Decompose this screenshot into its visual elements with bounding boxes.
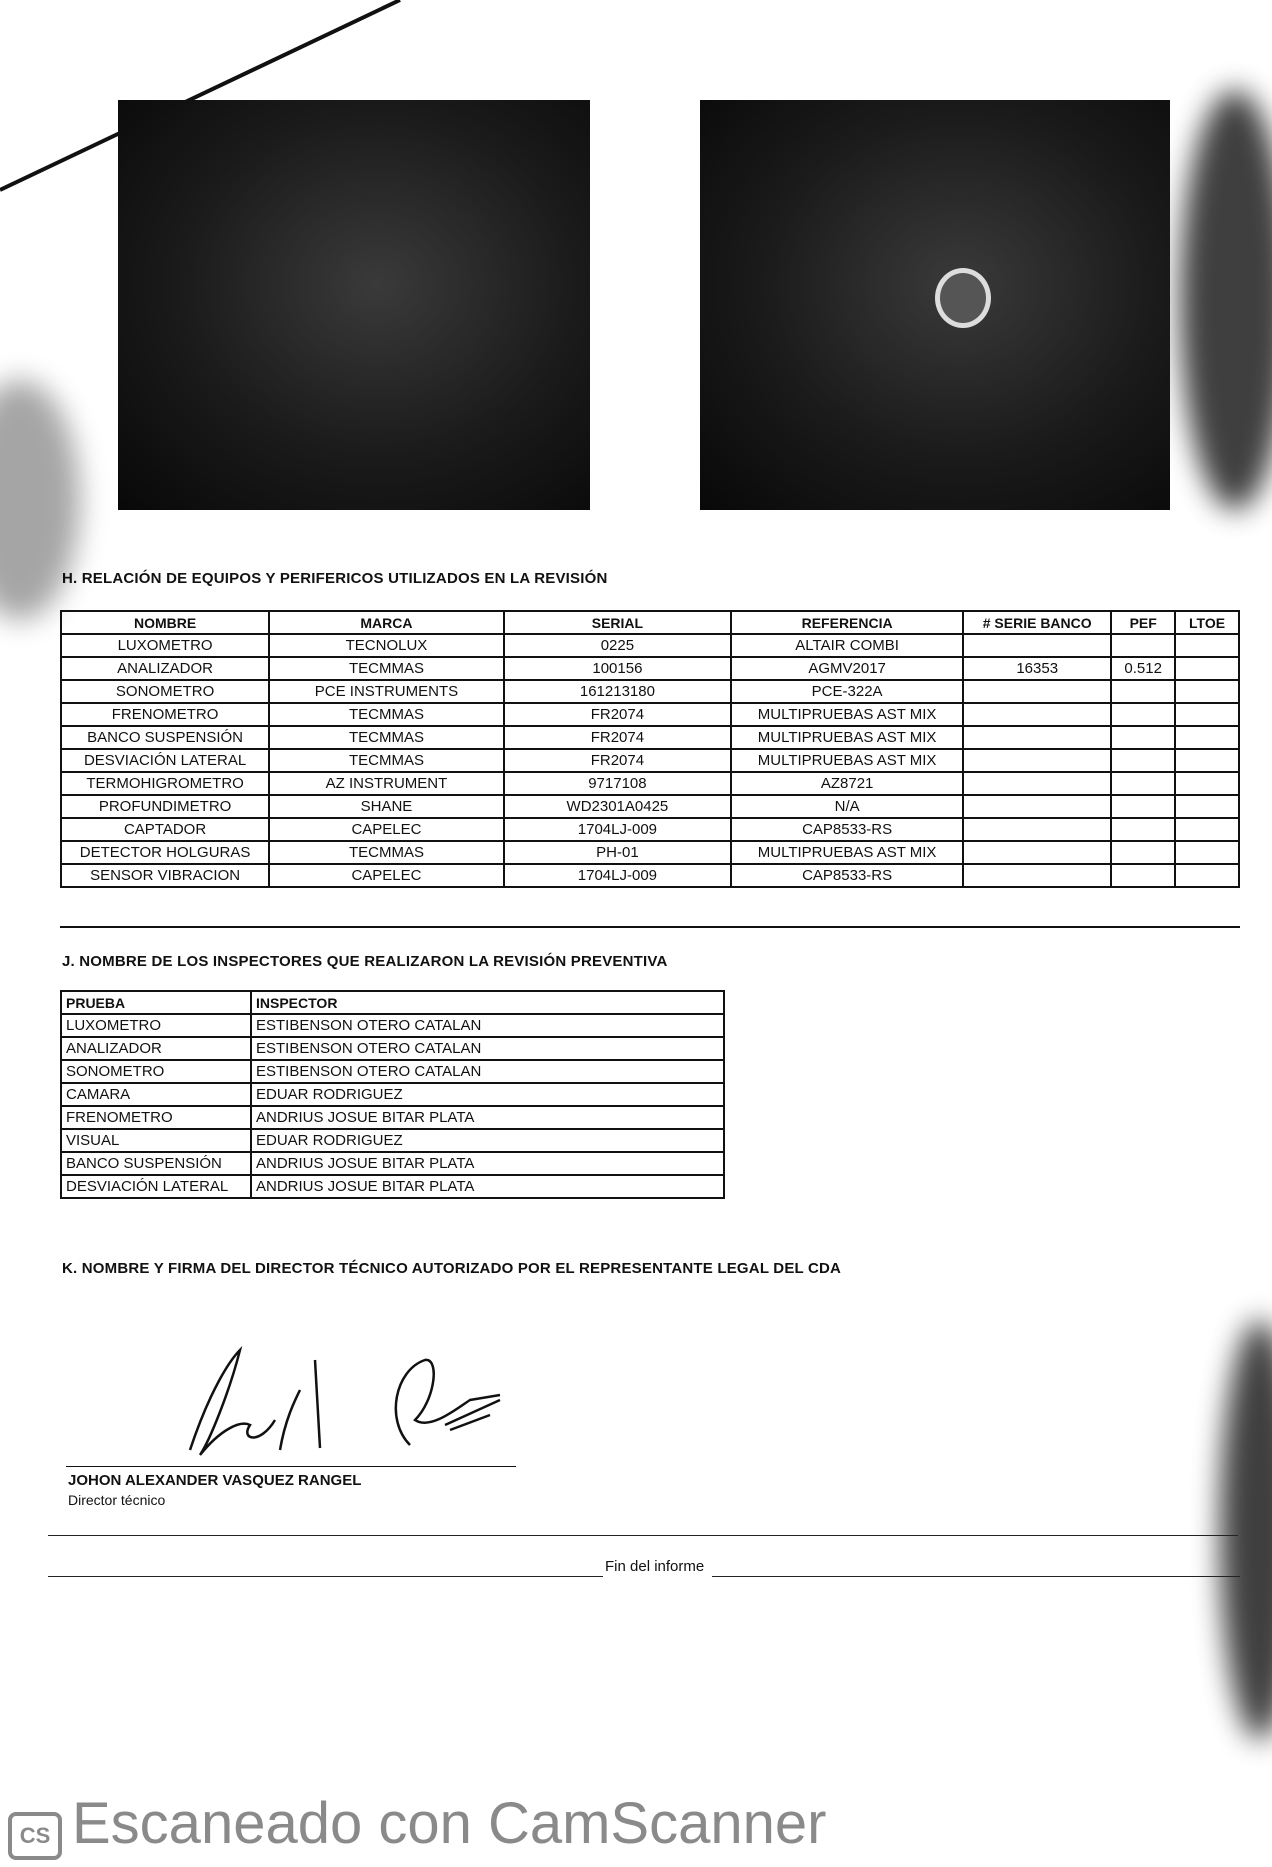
left-photo [118,100,590,510]
cell-referencia: CAP8533-RS [731,864,963,887]
cell-pef [1111,795,1175,818]
cell-marca: TECMMAS [269,726,504,749]
cell-inspector: ESTIBENSON OTERO CATALAN [251,1060,724,1083]
cell-inspector: ANDRIUS JOSUE BITAR PLATA [251,1152,724,1175]
cell-serial: 161213180 [504,680,731,703]
cell-serial: PH-01 [504,841,731,864]
cell-inspector: EDUAR RODRIGUEZ [251,1083,724,1106]
equipment-row [61,795,1239,818]
cell-ltoe [1175,634,1239,657]
col-prueba: PRUEBA [61,991,251,1014]
cell-referencia: N/A [731,795,963,818]
cell-inspector: ANDRIUS JOSUE BITAR PLATA [251,1175,724,1198]
cell-ltoe [1175,703,1239,726]
cell-serial: FR2074 [504,726,731,749]
inspectors-table-header [61,991,724,1014]
cell-ltoe [1175,726,1239,749]
camscanner-watermark [72,1790,1072,1857]
cell-serial: WD2301A0425 [504,795,731,818]
cell-marca: SHANE [269,795,504,818]
cell-serie-banco [963,703,1111,726]
cell-nombre: CAPTADOR [61,818,269,841]
inspector-row [61,1106,724,1129]
director-name: JOHON ALEXANDER VASQUEZ RANGEL [68,1472,362,1489]
cell-serial: 0225 [504,634,731,657]
cell-inspector: EDUAR RODRIGUEZ [251,1129,724,1152]
cell-ltoe [1175,749,1239,772]
cell-prueba: FRENOMETRO [61,1106,251,1129]
cell-marca: CAPELEC [269,864,504,887]
inspector-row [61,1175,724,1198]
cell-marca: TECMMAS [269,703,504,726]
cell-referencia: MULTIPRUEBAS AST MIX [731,841,963,864]
equipment-table-header [61,611,1239,634]
cell-referencia: PCE-322A [731,680,963,703]
inspector-row [61,1129,724,1152]
cell-marca: AZ INSTRUMENT [269,772,504,795]
equipment-table [60,610,1240,888]
cell-marca: CAPELEC [269,818,504,841]
cell-nombre: DESVIACIÓN LATERAL [61,749,269,772]
cell-ltoe [1175,680,1239,703]
col-serial: SERIAL [504,611,731,634]
cell-pef [1111,772,1175,795]
cell-serie-banco [963,749,1111,772]
cell-pef [1111,864,1175,887]
cell-referencia: MULTIPRUEBAS AST MIX [731,726,963,749]
col-referencia: REFERENCIA [731,611,963,634]
cell-serie-banco: 16353 [963,657,1111,680]
cell-nombre: TERMOHIGROMETRO [61,772,269,795]
cell-referencia: CAP8533-RS [731,818,963,841]
cell-prueba: DESVIACIÓN LATERAL [61,1175,251,1198]
inspector-row [61,1037,724,1060]
cell-marca: TECNOLUX [269,634,504,657]
cell-serie-banco [963,634,1111,657]
section-divider [60,926,1240,928]
cell-referencia: ALTAIR COMBI [731,634,963,657]
cell-marca: TECMMAS [269,657,504,680]
cell-inspector: ESTIBENSON OTERO CATALAN [251,1037,724,1060]
cell-pef: 0.512 [1111,657,1175,680]
cell-serial: 100156 [504,657,731,680]
watermark-text: Escaneado con CamScanner [72,1791,827,1856]
cell-nombre: SONOMETRO [61,680,269,703]
lamp-icon [935,268,991,328]
col-inspector: INSPECTOR [251,991,724,1014]
footer-right-line [712,1576,1240,1577]
equipment-row [61,680,1239,703]
cell-pef [1111,749,1175,772]
cell-prueba: LUXOMETRO [61,1014,251,1037]
col-ltoe: LTOE [1175,611,1239,634]
section-j-title: J. NOMBRE DE LOS INSPECTORES QUE REALIZARON LA REVISIÓN PREVENTIVA [62,953,668,970]
cell-referencia: AZ8721 [731,772,963,795]
cell-pef [1111,818,1175,841]
camscanner-logo: CS [8,1812,62,1860]
cell-pef [1111,703,1175,726]
scan-smudge [1180,90,1272,510]
cell-nombre: FRENOMETRO [61,703,269,726]
col-marca: MARCA [269,611,504,634]
cell-prueba: BANCO SUSPENSIÓN [61,1152,251,1175]
cell-serie-banco [963,772,1111,795]
col-nombre: NOMBRE [61,611,269,634]
equipment-row [61,818,1239,841]
inspector-row [61,1083,724,1106]
signature-line [66,1466,516,1467]
cell-prueba: SONOMETRO [61,1060,251,1083]
equipment-row [61,703,1239,726]
inspectors-table [60,990,725,1199]
equipment-row [61,864,1239,887]
equipment-row [61,841,1239,864]
equipment-row [61,772,1239,795]
cell-ltoe [1175,841,1239,864]
cell-marca: TECMMAS [269,749,504,772]
cell-nombre: DETECTOR HOLGURAS [61,841,269,864]
scan-smudge [1220,1320,1272,1740]
end-of-report: Fin del informe [605,1558,705,1575]
cell-ltoe [1175,657,1239,680]
cell-serie-banco [963,726,1111,749]
cell-inspector: ESTIBENSON OTERO CATALAN [251,1014,724,1037]
inspector-row [61,1152,724,1175]
cell-serie-banco [963,864,1111,887]
cell-serial: 1704LJ-009 [504,818,731,841]
footer-top-line [48,1535,1238,1536]
equipment-row [61,657,1239,680]
cell-serial: 9717108 [504,772,731,795]
cell-nombre: ANALIZADOR [61,657,269,680]
cell-serial: FR2074 [504,749,731,772]
cell-ltoe [1175,795,1239,818]
cell-nombre: SENSOR VIBRACION [61,864,269,887]
cell-pef [1111,680,1175,703]
equipment-row [61,749,1239,772]
cell-pef [1111,726,1175,749]
right-photo [700,100,1170,510]
cell-marca: TECMMAS [269,841,504,864]
cell-nombre: LUXOMETRO [61,634,269,657]
footer-left-line [48,1576,603,1577]
cell-referencia: MULTIPRUEBAS AST MIX [731,703,963,726]
cell-serie-banco [963,795,1111,818]
col-pef: PEF [1111,611,1175,634]
cell-ltoe [1175,772,1239,795]
cell-serial: FR2074 [504,703,731,726]
cell-nombre: PROFUNDIMETRO [61,795,269,818]
col-serie-banco: # SERIE BANCO [963,611,1111,634]
cell-serie-banco [963,680,1111,703]
signature [170,1330,530,1470]
cell-serie-banco [963,841,1111,864]
cell-referencia: AGMV2017 [731,657,963,680]
cell-inspector: ANDRIUS JOSUE BITAR PLATA [251,1106,724,1129]
inspector-row [61,1014,724,1037]
section-h-title: H. RELACIÓN DE EQUIPOS Y PERIFERICOS UTILIZADOS EN LA REVISIÓN [62,570,608,587]
cell-ltoe [1175,818,1239,841]
director-role: Director técnico [68,1492,166,1508]
cell-prueba: ANALIZADOR [61,1037,251,1060]
cell-pef [1111,841,1175,864]
cell-prueba: CAMARA [61,1083,251,1106]
cell-nombre: BANCO SUSPENSIÓN [61,726,269,749]
equipment-row [61,634,1239,657]
inspector-row [61,1060,724,1083]
cell-pef [1111,634,1175,657]
cell-serial: 1704LJ-009 [504,864,731,887]
cell-serie-banco [963,818,1111,841]
cell-prueba: VISUAL [61,1129,251,1152]
equipment-row [61,726,1239,749]
cell-referencia: MULTIPRUEBAS AST MIX [731,749,963,772]
cell-marca: PCE INSTRUMENTS [269,680,504,703]
section-k-title: K. NOMBRE Y FIRMA DEL DIRECTOR TÉCNICO AUTORIZADO POR EL REPRESENTANTE LEGAL DEL CDA [62,1260,842,1277]
cell-ltoe [1175,864,1239,887]
